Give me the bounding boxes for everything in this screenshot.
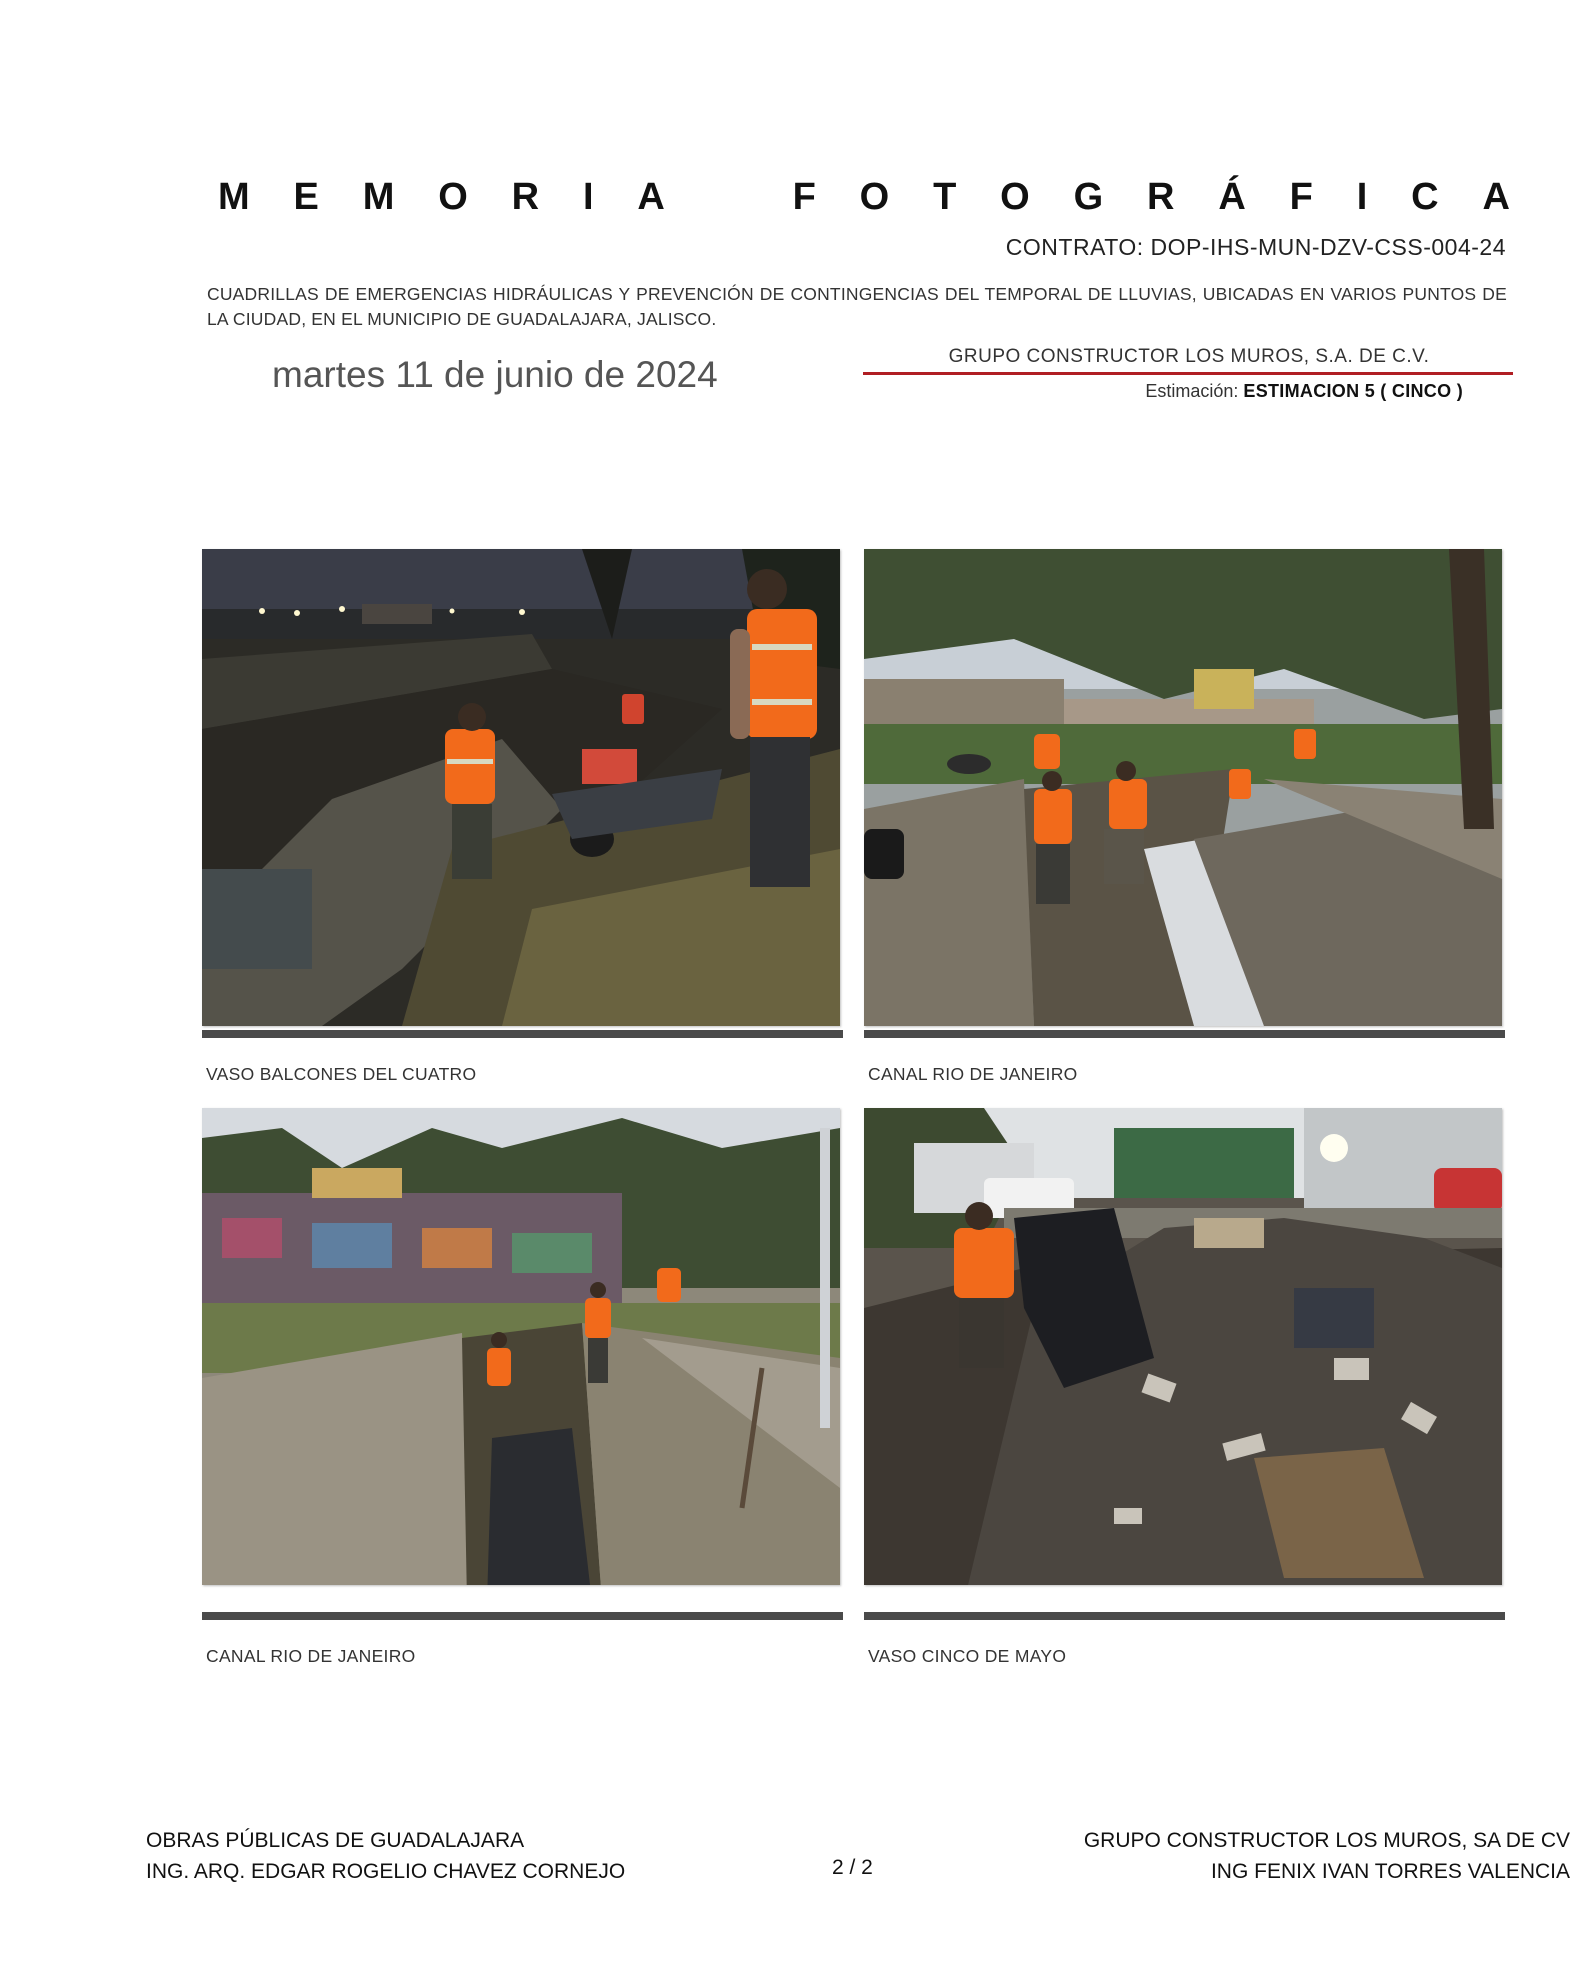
report-date: martes 11 de junio de 2024 [272,354,718,395]
title-word1-letter: O [438,176,468,218]
contract-number: CONTRATO: DOP-IHS-MUN-DZV-CSS-004-24 [1005,234,1506,260]
title-word1-letter: M [362,176,395,218]
canal-cleaning-image [864,549,1502,1026]
estimation-value: ESTIMACION 5 ( CINCO ) [1243,381,1463,401]
contractor-name: GRUPO CONSTRUCTOR LOS MUROS, S.A. DE C.V. [948,346,1430,367]
title-word1-letter: A [637,176,665,218]
title-word1-letter: E [293,176,319,218]
photo-canal-rio-janeiro-1 [864,549,1502,1026]
caption-bar [202,1612,843,1620]
work-description: CUADRILLAS DE EMERGENCIAS HIDRÁULICAS Y PREVENCIÓN DE CONTINGENCIAS DEL TEMPORAL DE LLUVIAS, UBICADAS EN VARIOS PUNTOS DE LA CIUDAD, EN EL MUNICIPIO DE GUADALAJARA, JALISCO. [207,284,1507,329]
title-word-gap [709,176,749,219]
photo-caption: VASO BALCONES DEL CUATRO [206,1064,477,1084]
title-word2-letter: F [792,176,816,218]
title-word2-letter: T [933,176,957,218]
footer-client [146,1825,625,1887]
footer-contractor-signatory: ING FENIX IVAN TORRES VALENCIA [1210,1860,1570,1883]
caption-bar [864,1612,1505,1620]
title-word2-letter: I [1356,176,1368,218]
debris-removal-image [864,1108,1502,1585]
title-word2-letter: G [1073,176,1104,218]
footer-contractor [1084,1825,1570,1887]
page-title [218,176,1510,219]
photo-caption: VASO CINCO DE MAYO [868,1646,1067,1666]
title-word2-letter: O [1000,176,1030,218]
caption-bar [202,1030,843,1038]
estimation [1145,381,1463,402]
footer-contractor-org: GRUPO CONSTRUCTOR LOS MUROS, SA DE CV [1083,1829,1570,1852]
photo-caption: CANAL RIO DE JANEIRO [206,1646,416,1666]
photo-vaso-cinco-de-mayo [864,1108,1502,1585]
title-word1-letter: I [582,176,594,218]
photo-canal-rio-janeiro-2 [202,1108,840,1585]
title-word1-letter: M [218,176,250,218]
title-word1-letter: R [511,176,540,218]
title-word2-letter: F [1289,176,1313,218]
footer-client-signatory: ING. ARQ. EDGAR ROGELIO CHAVEZ CORNEJO [146,1860,626,1883]
page-number: 2 / 2 [832,1856,873,1879]
photo-caption: CANAL RIO DE JANEIRO [868,1064,1078,1084]
title-word2-letter: Á [1218,176,1246,218]
night-canal-cleaning-image [202,549,840,1026]
caption-bar [864,1030,1505,1038]
footer-client-org: OBRAS PÚBLICAS DE GUADALAJARA [146,1829,525,1852]
title-word2-letter: O [859,176,890,218]
header-divider [863,372,1513,375]
title-word2-letter: R [1147,176,1175,218]
canal-graffiti-image [202,1108,840,1585]
title-word2-letter: A [1482,176,1510,218]
estimation-label: Estimación: [1145,381,1239,401]
photo-vaso-balcones [202,549,840,1026]
title-word2-letter: C [1411,176,1439,218]
